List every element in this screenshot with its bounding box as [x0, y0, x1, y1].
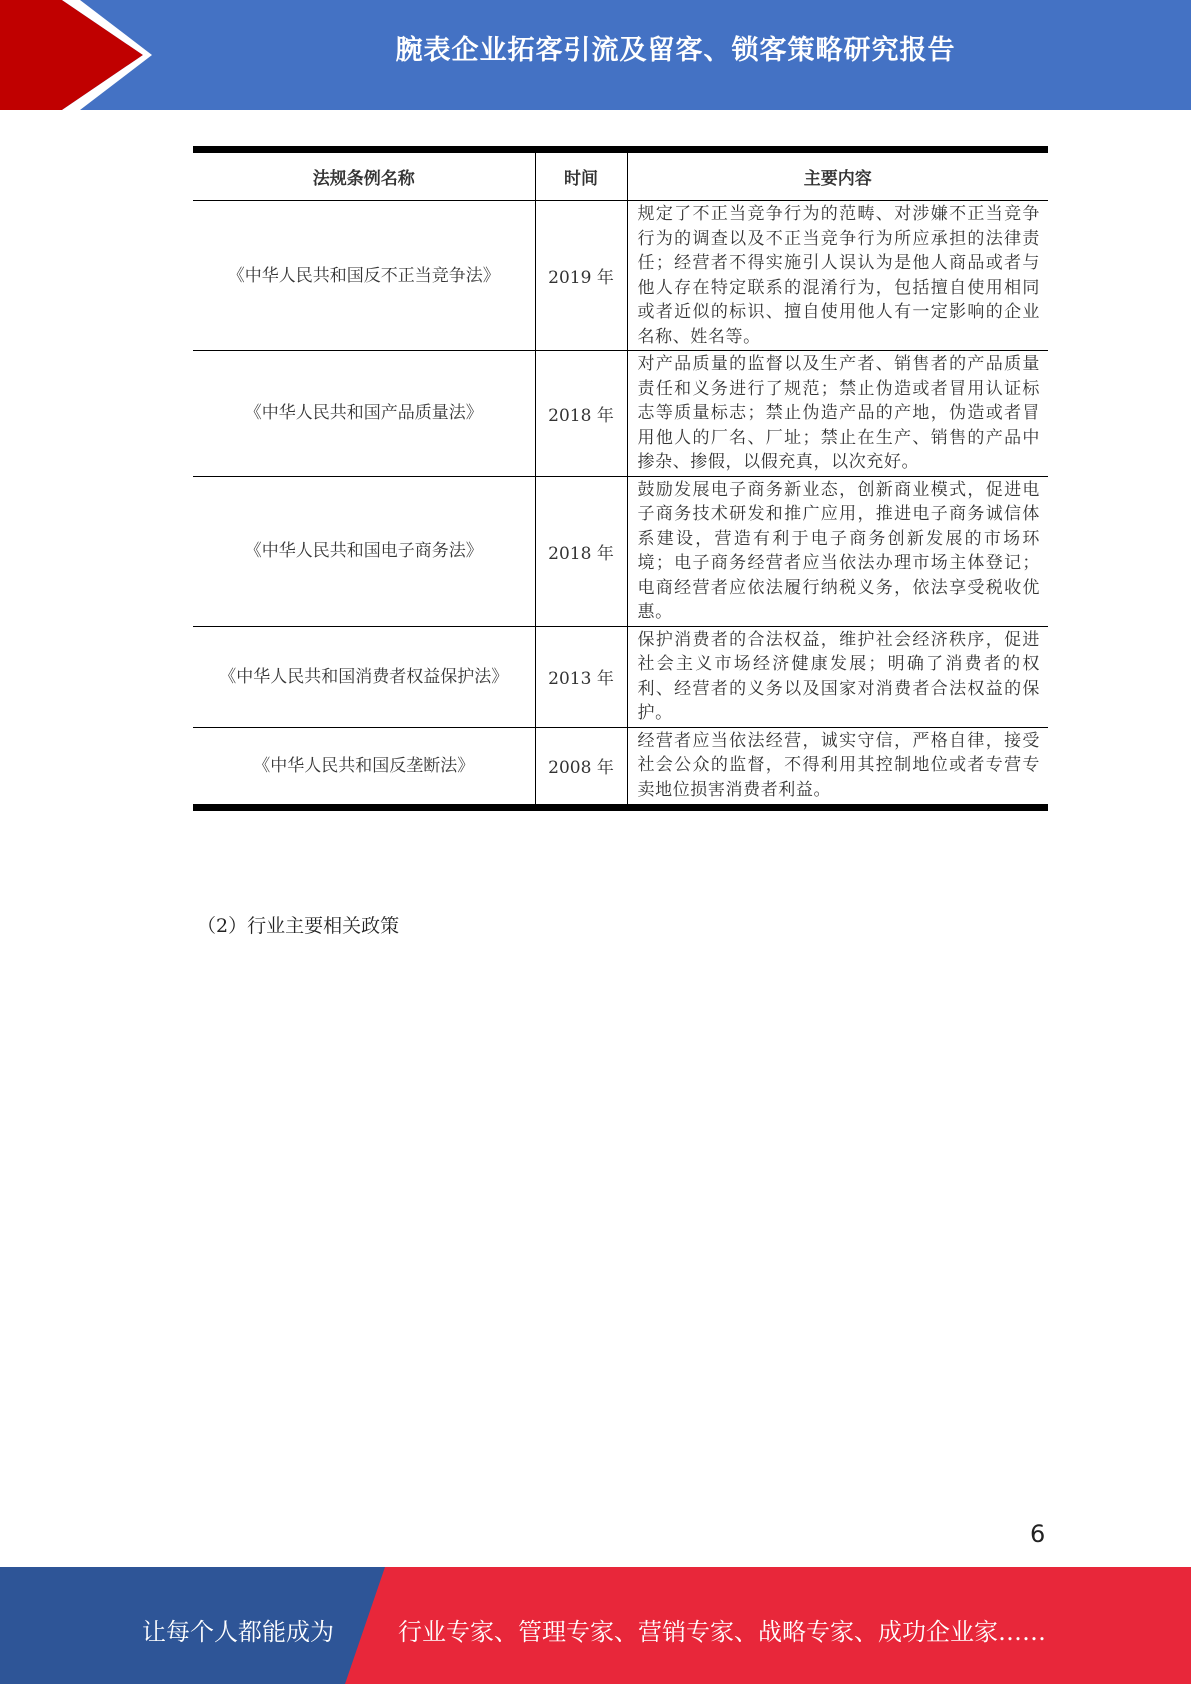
law-content-cell: 对产品质量的监督以及生产者、销售者的产品质量责任和义务进行了规范；禁止伪造或者冒用认证标志等质量标志；禁止伪造产品的产地，伪造或者冒用他人的厂名、厂址；禁止在生产、销售的产品中掺杂、掺假，以假充真，以次充好。: [627, 351, 1048, 477]
law-content-cell: 保护消费者的合法权益，维护社会经济秩序，促进社会主义市场经济健康发展；明确了消费者的权利、经营者的义务以及国家对消费者合法权益的保护。: [627, 626, 1048, 727]
footer-slogan-right: 行业专家、管理专家、营销专家、战略专家、成功企业家……: [398, 1618, 1046, 1646]
column-header-name: 法规条例名称: [193, 150, 535, 201]
law-name-cell: 《中华人民共和国反垄断法》: [193, 727, 535, 807]
table-row: [193, 727, 1048, 807]
footer-slogan-left: 让每个人都能成为: [142, 1618, 334, 1646]
table-row: [193, 201, 1048, 351]
table-row: [193, 476, 1048, 626]
page-number: 6: [1030, 1520, 1046, 1548]
law-content-cell: 经营者应当依法经营，诚实守信，严格自律，接受社会公众的监督，不得利用其控制地位或者专营专卖地位损害消费者利益。: [627, 727, 1048, 807]
law-year-cell: 2013 年: [535, 626, 627, 727]
law-content-cell: 规定了不正当竞争行为的范畴、对涉嫌不正当竞争行为的调查以及不正当竞争行为所应承担的法律责任；经营者不得实施引人误认为是他人商品或者与他人存在特定联系的混淆行为，包括擅自使用相同或者近似的标识、擅自使用他人有一定影响的企业名称、姓名等。: [627, 201, 1048, 351]
law-content-cell: 鼓励发展电子商务新业态，创新商业模式，促进电子商务技术研发和推广应用，推进电子商务诚信体系建设，营造有利于电子商务创新发展的市场环境；电子商务经营者应当依法办理市场主体登记；电商经营者应依法履行纳税义务，依法享受税收优惠。: [627, 476, 1048, 626]
law-year-cell: 2019 年: [535, 201, 627, 351]
table-row: [193, 626, 1048, 727]
table-header-row: [193, 150, 1048, 201]
laws-table: [193, 146, 1048, 811]
section-heading: （2）行业主要相关政策: [197, 915, 400, 937]
law-name-cell: 《中华人民共和国消费者权益保护法》: [193, 626, 535, 727]
table-row: [193, 351, 1048, 477]
column-header-content: 主要内容: [627, 150, 1048, 201]
column-header-time: 时间: [535, 150, 627, 201]
header-banner: [0, 0, 1191, 110]
law-year-cell: 2018 年: [535, 351, 627, 477]
law-name-cell: 《中华人民共和国产品质量法》: [193, 351, 535, 477]
law-year-cell: 2008 年: [535, 727, 627, 807]
report-title: 腕表企业拓客引流及留客、锁客策略研究报告: [395, 35, 956, 66]
law-name-cell: 《中华人民共和国电子商务法》: [193, 476, 535, 626]
footer-banner: [0, 1567, 1191, 1684]
law-name-cell: 《中华人民共和国反不正当竞争法》: [193, 201, 535, 351]
law-year-cell: 2018 年: [535, 476, 627, 626]
